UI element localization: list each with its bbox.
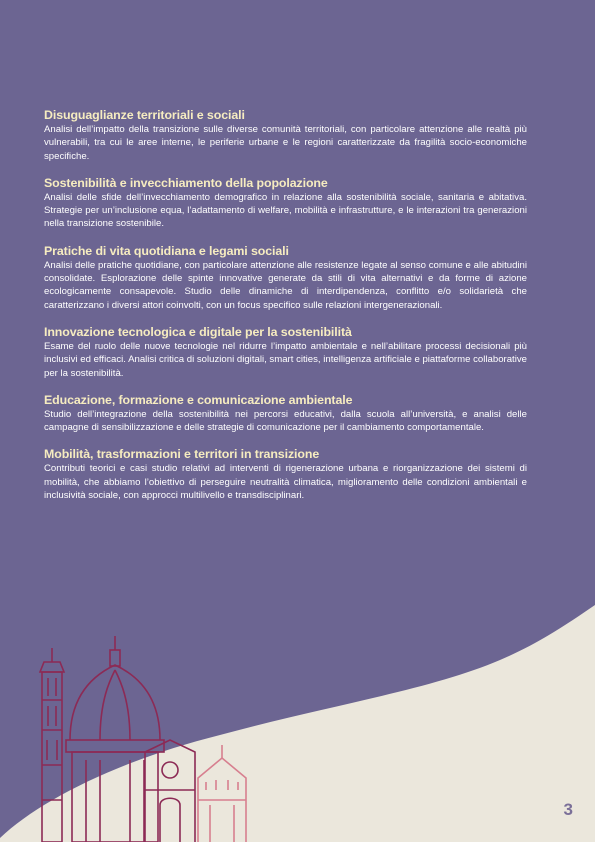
section-body: Contributi teorici e casi studio relativi ad interventi di rigenerazione urbana e riorganizzazione dei sistemi di mobilità, che abbiamo l’obiettivo di perseguire neutralità climatica, miglioramento delle condizioni ambientali e inclusività sociale, con approcci multilivello e transdisciplinari. — [44, 463, 527, 502]
section-title: Mobilità, trasformazioni e territori in transizione — [44, 447, 320, 462]
page-number: 3 — [563, 800, 573, 819]
section-body: Analisi delle sfide dell’invecchiamento demografico in relazione alla sostenibilità sociale, sanitaria e abitativa. Strategie per un’inclusione equa, l’adattamento di welfare, mobilità e infrastrutture, e le interazioni tra generazioni nella transizione sostenibile. — [44, 191, 527, 230]
theme-section — [44, 107, 527, 163]
section-title: Sostenibilità e invecchiamento della popolazione — [44, 175, 328, 190]
theme-section — [44, 324, 527, 380]
themes-list — [44, 107, 527, 514]
section-body: Analisi delle pratiche quotidiane, con particolare attenzione alle resistenze legate al senso comune e alle abitudini consolidate. Esplorazione delle spinte innovative generate da stili di vita alternativi e da forme di azione ecologicamente consapevole. Studio delle dinamiche di interdipendenza, conflitto e/o solidarietà che caratterizzano i diversi attori coinvolti, con un focus specifico sulle relazioni intergenerazionali. — [44, 259, 527, 311]
section-body: Esame del ruolo delle nuove tecnologie nel ridurre l’impatto ambientale e nell’abilitare processi decisionali più inclusivi ed efficaci. Analisi critica di soluzioni digitali, smart cities, intelligenza artificiale e piattaforme collaborative per la sostenibilità. — [44, 340, 527, 379]
theme-section — [44, 446, 527, 502]
section-body: Studio dell’integrazione della sostenibilità nei percorsi educativi, dalla scuola all’università, e analisi delle campagne di sensibilizzazione e delle strategie di comunicazione per il cambiamento comportamentale. — [44, 408, 527, 434]
section-title: Pratiche di vita quotidiana e legami sociali — [44, 243, 289, 258]
theme-section — [44, 243, 527, 312]
section-title: Innovazione tecnologica e digitale per la sostenibilità — [44, 324, 352, 339]
theme-section — [44, 175, 527, 231]
section-body: Analisi dell’impatto della transizione sulle diverse comunità territoriali, con particolare attenzione alle realtà più vulnerabili, tra cui le aree interne, le periferie urbane e le regioni caratterizzate da fragilità socio-economiche specifiche. — [44, 124, 527, 162]
section-title: Educazione, formazione e comunicazione ambientale — [44, 392, 353, 407]
theme-section — [44, 392, 527, 435]
cream-wave — [0, 605, 595, 842]
section-title: Disuguaglianze territoriali e sociali — [44, 108, 245, 122]
